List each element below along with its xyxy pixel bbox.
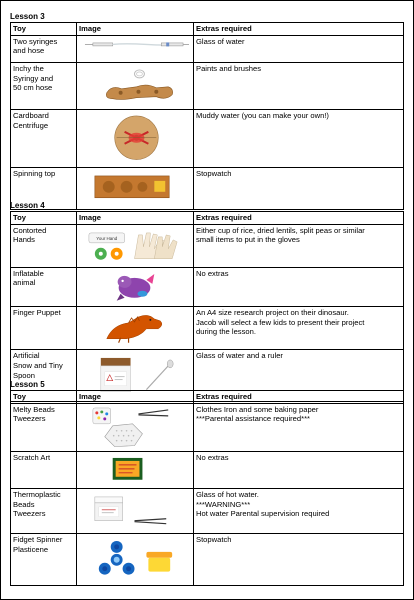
scratch-art-image xyxy=(77,452,193,486)
lesson-4-table xyxy=(10,211,404,402)
image-cell xyxy=(77,267,194,306)
extras-column-header: Extras required xyxy=(194,23,404,36)
toy-column-header: Toy xyxy=(11,23,77,36)
table-row xyxy=(11,267,404,306)
table-header-row xyxy=(11,23,404,36)
extras-line: ***Parental assistance required*** xyxy=(196,414,310,424)
extras-line: Hot water Parental supervision required xyxy=(196,509,330,519)
extras-cell xyxy=(194,168,404,209)
lesson-3-table xyxy=(10,22,404,210)
toy-name-line: Fidget Spinner xyxy=(13,535,63,545)
toy-name-line: Artificial xyxy=(13,351,40,361)
table-row xyxy=(11,403,404,451)
image-cell xyxy=(77,489,194,534)
toy-name-line: Finger Puppet xyxy=(13,308,61,318)
image-cell xyxy=(77,35,194,62)
image-cell xyxy=(77,307,194,350)
toy-cell xyxy=(11,224,77,267)
spinning-top-kit-image xyxy=(77,168,193,206)
table-row xyxy=(11,489,404,534)
extras-line: small items to put in the gloves xyxy=(196,235,300,245)
extras-cell xyxy=(194,307,404,350)
dinosaur-finger-puppet-image xyxy=(77,307,193,347)
extras-line: No extras xyxy=(196,268,229,278)
image-cell xyxy=(77,110,194,168)
extras-line: during the lesson. xyxy=(196,327,256,337)
toy-name-line: animal xyxy=(13,278,36,288)
image-cell xyxy=(77,451,194,488)
toy-cell xyxy=(11,489,77,534)
toy-name-line: Hands xyxy=(13,235,35,245)
extras-cell xyxy=(194,110,404,168)
table-header-row xyxy=(11,391,404,404)
toy-cell xyxy=(11,403,77,451)
thermoplastic-jar-tweezers-image xyxy=(77,489,193,531)
toy-cell xyxy=(11,110,77,168)
fidget-spinner-plasticine-image xyxy=(77,534,193,582)
toy-name-line: and hose xyxy=(13,46,45,56)
extras-cell xyxy=(194,267,404,306)
toy-name-line: Snow and Tiny xyxy=(13,360,63,370)
toy-name-line: Inchy the xyxy=(13,63,44,73)
table-row xyxy=(11,451,404,488)
extras-cell xyxy=(194,489,404,534)
table-row xyxy=(11,168,404,209)
toy-cell xyxy=(11,534,77,585)
toy-name-line: Cardboard xyxy=(13,111,49,121)
lesson-3-heading: Lesson 3 xyxy=(10,12,45,21)
toy-cell xyxy=(11,62,77,109)
lesson-4-heading: Lesson 4 xyxy=(10,201,45,210)
table-row xyxy=(11,35,404,62)
extras-cell xyxy=(194,35,404,62)
table-row xyxy=(11,110,404,168)
gloves-kit-image xyxy=(77,225,193,265)
lesson-5-table xyxy=(10,390,404,586)
toy-column-header: Toy xyxy=(11,391,77,404)
toy-name-line: Spinning top xyxy=(13,169,56,179)
table-header-row xyxy=(11,212,404,225)
image-column-header: Image xyxy=(77,391,194,404)
table-row xyxy=(11,534,404,585)
toy-name-line: Contorted xyxy=(13,225,47,235)
image-cell xyxy=(77,224,194,267)
toy-cell xyxy=(11,35,77,62)
toy-name-line: Melty Beads xyxy=(13,404,55,414)
extras-line: Paints and brushes xyxy=(196,63,262,73)
beads-tweezers-pegboard-image xyxy=(77,404,193,449)
extras-line: Glass of hot water. xyxy=(196,490,259,500)
inflatable-animal-image xyxy=(77,268,193,304)
lesson-5-heading: Lesson 5 xyxy=(10,380,45,389)
table-row xyxy=(11,62,404,109)
image-cell xyxy=(77,62,194,109)
table-row xyxy=(11,307,404,350)
toy-name-line: Two syringes xyxy=(13,36,58,46)
toy-cell xyxy=(11,307,77,350)
toy-name-line: Tweezers xyxy=(13,414,46,424)
toy-name-line: Centrifuge xyxy=(13,120,49,130)
toy-name-line: Syringy and xyxy=(13,73,54,83)
extras-line: Stopwatch xyxy=(196,535,232,545)
extras-line: Muddy water (you can make your own!) xyxy=(196,111,329,121)
extras-cell xyxy=(194,534,404,585)
toy-cell xyxy=(11,267,77,306)
extras-cell xyxy=(194,403,404,451)
extras-line: Stopwatch xyxy=(196,169,232,179)
extras-column-header: Extras required xyxy=(194,212,404,225)
extras-line: An A4 size research project on their dinosaur. xyxy=(196,308,349,318)
table-row xyxy=(11,224,404,267)
extras-line: Jacob will select a few kids to present their project xyxy=(196,317,365,327)
cardboard-centrifuge-image xyxy=(77,110,193,165)
image-cell xyxy=(77,168,194,209)
toy-name-line: Inflatable xyxy=(13,268,44,278)
toy-name-line: Tweezers xyxy=(13,509,46,519)
extras-line: No extras xyxy=(196,452,229,462)
toy-name-line: Thermoplastic xyxy=(13,490,61,500)
toy-name-line: Spoon xyxy=(13,370,35,380)
toy-name-line: Beads xyxy=(13,499,35,509)
image-product-label: Your Hand xyxy=(96,235,118,241)
extras-line: Glass of water and a ruler xyxy=(196,351,283,361)
extras-line: Clothes Iron and some baking paper xyxy=(196,404,319,414)
image-column-header: Image xyxy=(77,212,194,225)
toy-cell xyxy=(11,451,77,488)
extras-line: Either cup of rice, dried lentils, split peas or similar xyxy=(196,225,365,235)
extras-cell xyxy=(194,62,404,109)
extras-line: ***WARNING*** xyxy=(196,499,251,509)
syringes-hose-image xyxy=(77,36,193,60)
toy-column-header: Toy xyxy=(11,212,77,225)
toy-name-line: Plasticene xyxy=(13,544,49,554)
extras-column-header: Extras required xyxy=(194,391,404,404)
image-cell xyxy=(77,534,194,585)
toy-name-line: 50 cm hose xyxy=(13,83,53,93)
extras-cell xyxy=(194,224,404,267)
image-cell xyxy=(77,403,194,451)
extras-cell xyxy=(194,451,404,488)
wooden-inchworm-kit-image xyxy=(77,63,193,107)
extras-line: Glass of water xyxy=(196,36,245,46)
image-column-header: Image xyxy=(77,23,194,36)
toy-name-line: Scratch Art xyxy=(13,452,51,462)
